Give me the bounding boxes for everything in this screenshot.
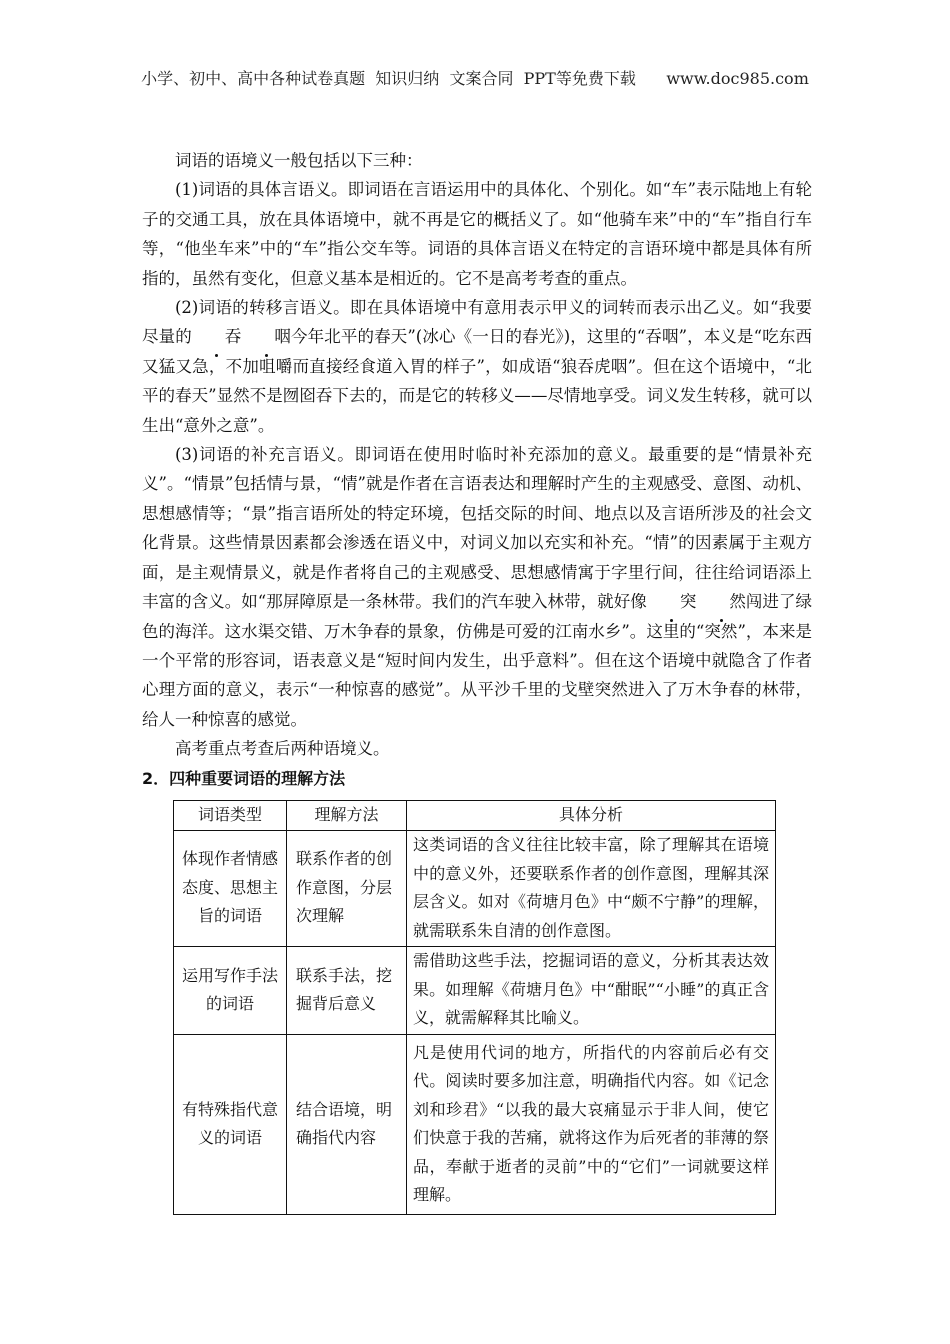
- table-cell-type: 运用写作手法的词语: [174, 946, 287, 1034]
- emphasis-char: 咽: [241, 322, 291, 351]
- paragraph-supplementary-meaning: (3)词语的补充言语义。即词语在使用时临时补充添加的意义。最重要的是“情景补充义”。“情景”包括情与景，“情”就是作者在言语表达和理解时产生的主观感受、意图、动机、思想感情等；“景”指言语所处的特定环境，包括交际的时间、地点以及言语所涉及的社会文化背景。这些情景因素都会渗透在语义中，对词义加以充实和补充。“情”的因素属于主观方面，是主观情景义，就是作者将自己的主观感受、思想感情寓于字里行间，往往给词语添上丰富的含义。如“那屏障原是一条林带。我们的汽车驶入林带，就好像 突 然闯进了绿色的海洋。这水渠交错、万木争春的景象，仿佛是可爱的江南水乡”。这里的“突然”，本来是一个平常的形容词，语表意义是“短时间内发生，出乎意料”。但在这个语境中就隐含了作者心理方面的意义，表示“一种惊喜的感觉”。从平沙千里的戈壁突然进入了万木争春的林带，给人一种惊喜的感觉。: [142, 445, 813, 729]
- table-row: [174, 1034, 776, 1214]
- table-cell-type: 有特殊指代意义的词语: [174, 1034, 287, 1214]
- emphasis-char: 吞: [192, 322, 242, 351]
- paragraph-specific-meaning: (1)词语的具体言语义。即词语在言语运用中的具体化、个别化。如“车”表示陆地上有轮子的交通工具，放在具体语境中，就不再是它的概括义了。如“他骑车来”中的“车”指自行车等，“他坐车来”中的“车”指公交车等。词语的具体言语义在特定的言语环境中都是具体有所指的，虽然有变化，但意义基本是相近的。它不是高考考查的重点。: [142, 180, 812, 288]
- page-header: 小学、初中、高中各种试卷真题 知识归纳 文案合同 PPT等免费下载 www.doc985.com: [141, 69, 809, 88]
- body-text: [142, 146, 812, 793]
- paragraph-transferred-meaning: (2)词语的转移言语义。即在具体语境中有意用表示甲义的词转而表示出乙义。如“我要尽量的 吞 咽今年北平的春天”(冰心《一日的春光》)，这里的“吞咽”，本义是“吃东西又猛又急，不加咀嚼而直接经食道入胃的样子”，如成语“狼吞虎咽”。但在这个语境中，“北平的春天”显然不是囫囵吞下去的，而是它的转移义——尽情地享受。词义发生转移，就可以生出“意外之意”。: [142, 298, 812, 435]
- table-cell-analysis: 凡是使用代词的地方，所指代的内容前后必有交代。阅读时要多加注意，明确指代内容。如《记念刘和珍君》“以我的最大哀痛显示于非人间，使它们快意于我的苦痛，就将这作为后死者的菲薄的祭品，奉献于逝者的灵前”中的“它们”一词就要这样理解。: [407, 1034, 776, 1214]
- table-cell-method: 联系作者的创作意图，分层次理解: [287, 830, 407, 946]
- table-cell-type: 体现作者情感态度、思想主旨的词语: [174, 830, 287, 946]
- table-header-cell: 理解方法: [287, 801, 407, 831]
- summary-paragraph: 高考重点考查后两种语境义。: [175, 739, 390, 759]
- table-header-cell: 具体分析: [407, 801, 776, 831]
- table-cell-analysis: 需借助这些手法，挖掘词语的意义，分析其表达效果。如理解《荷塘月色》中“酣眠”“小睡”的真正含义，就需解释其比喻义。: [407, 946, 776, 1034]
- intro-paragraph: 词语的语境义一般包括以下三种：: [175, 151, 423, 170]
- table-cell-method: 联系手法，挖掘背后意义: [287, 946, 407, 1034]
- table-cell-analysis: 这类词语的含义往往比较丰富，除了理解其在语境中的意义外，还要联系作者的创作意图，理解其深层含义。如对《荷塘月色》中“颇不宁静”的理解，就需联系朱自清的创作意图。: [407, 830, 776, 946]
- table-row: [174, 946, 776, 1034]
- table-cell-method: 结合语境，明确指代内容: [287, 1034, 407, 1214]
- table-row: [174, 830, 776, 946]
- emphasis-char: 然: [696, 587, 746, 616]
- table-header-cell: 词语类型: [174, 801, 287, 831]
- methods-table: [173, 800, 776, 1215]
- section-heading: 2．四种重要词语的理解方法: [142, 768, 346, 788]
- table-header-row: [174, 801, 776, 831]
- emphasis-char: 突: [647, 587, 697, 616]
